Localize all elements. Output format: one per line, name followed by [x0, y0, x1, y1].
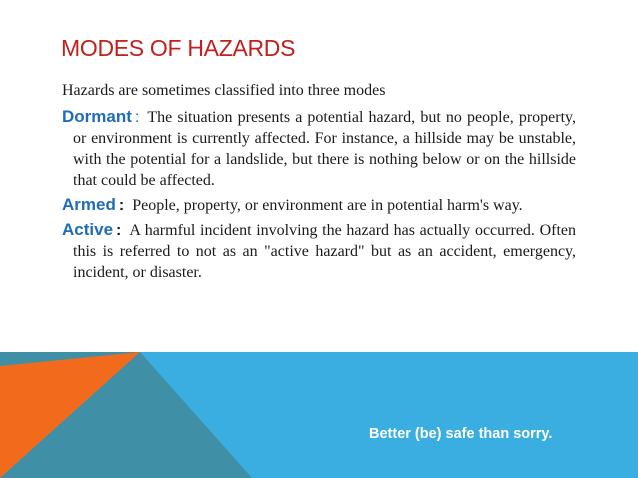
mode-armed: [62, 194, 576, 216]
footer-tagline: Better (be) safe than sorry.: [369, 426, 553, 442]
mode-description-active: A harmful incident involving the hazard has actually occurred. Often this is referred to not as an "active hazard" but as an accident, emergency, incident, or disaster.: [73, 222, 576, 281]
mode-separator: :: [118, 197, 125, 214]
mode-description-armed: People, property, or environment are in potential harm's way.: [132, 197, 523, 214]
mode-separator: :: [134, 109, 140, 126]
mode-active: [62, 219, 576, 283]
mode-term-active: Active: [62, 220, 114, 239]
decorative-footer-band: [0, 352, 638, 478]
mode-term-armed: Armed: [62, 195, 116, 214]
mode-description-dormant: The situation presents a potential hazard, but no people, property, or environment is currently affected. For instance, a hillside may be unstable, with the potential for a landslide, but there is nothing below or on the hillside that could be affected.: [73, 109, 576, 189]
slide-title: MODES OF HAZARDS: [61, 35, 296, 61]
mode-separator: :: [116, 222, 122, 239]
slide-body: [62, 80, 576, 286]
intro-text: Hazards are sometimes classified into three modes: [62, 82, 386, 99]
mode-term-dormant: Dormant: [62, 107, 132, 126]
mode-dormant: [62, 106, 576, 191]
